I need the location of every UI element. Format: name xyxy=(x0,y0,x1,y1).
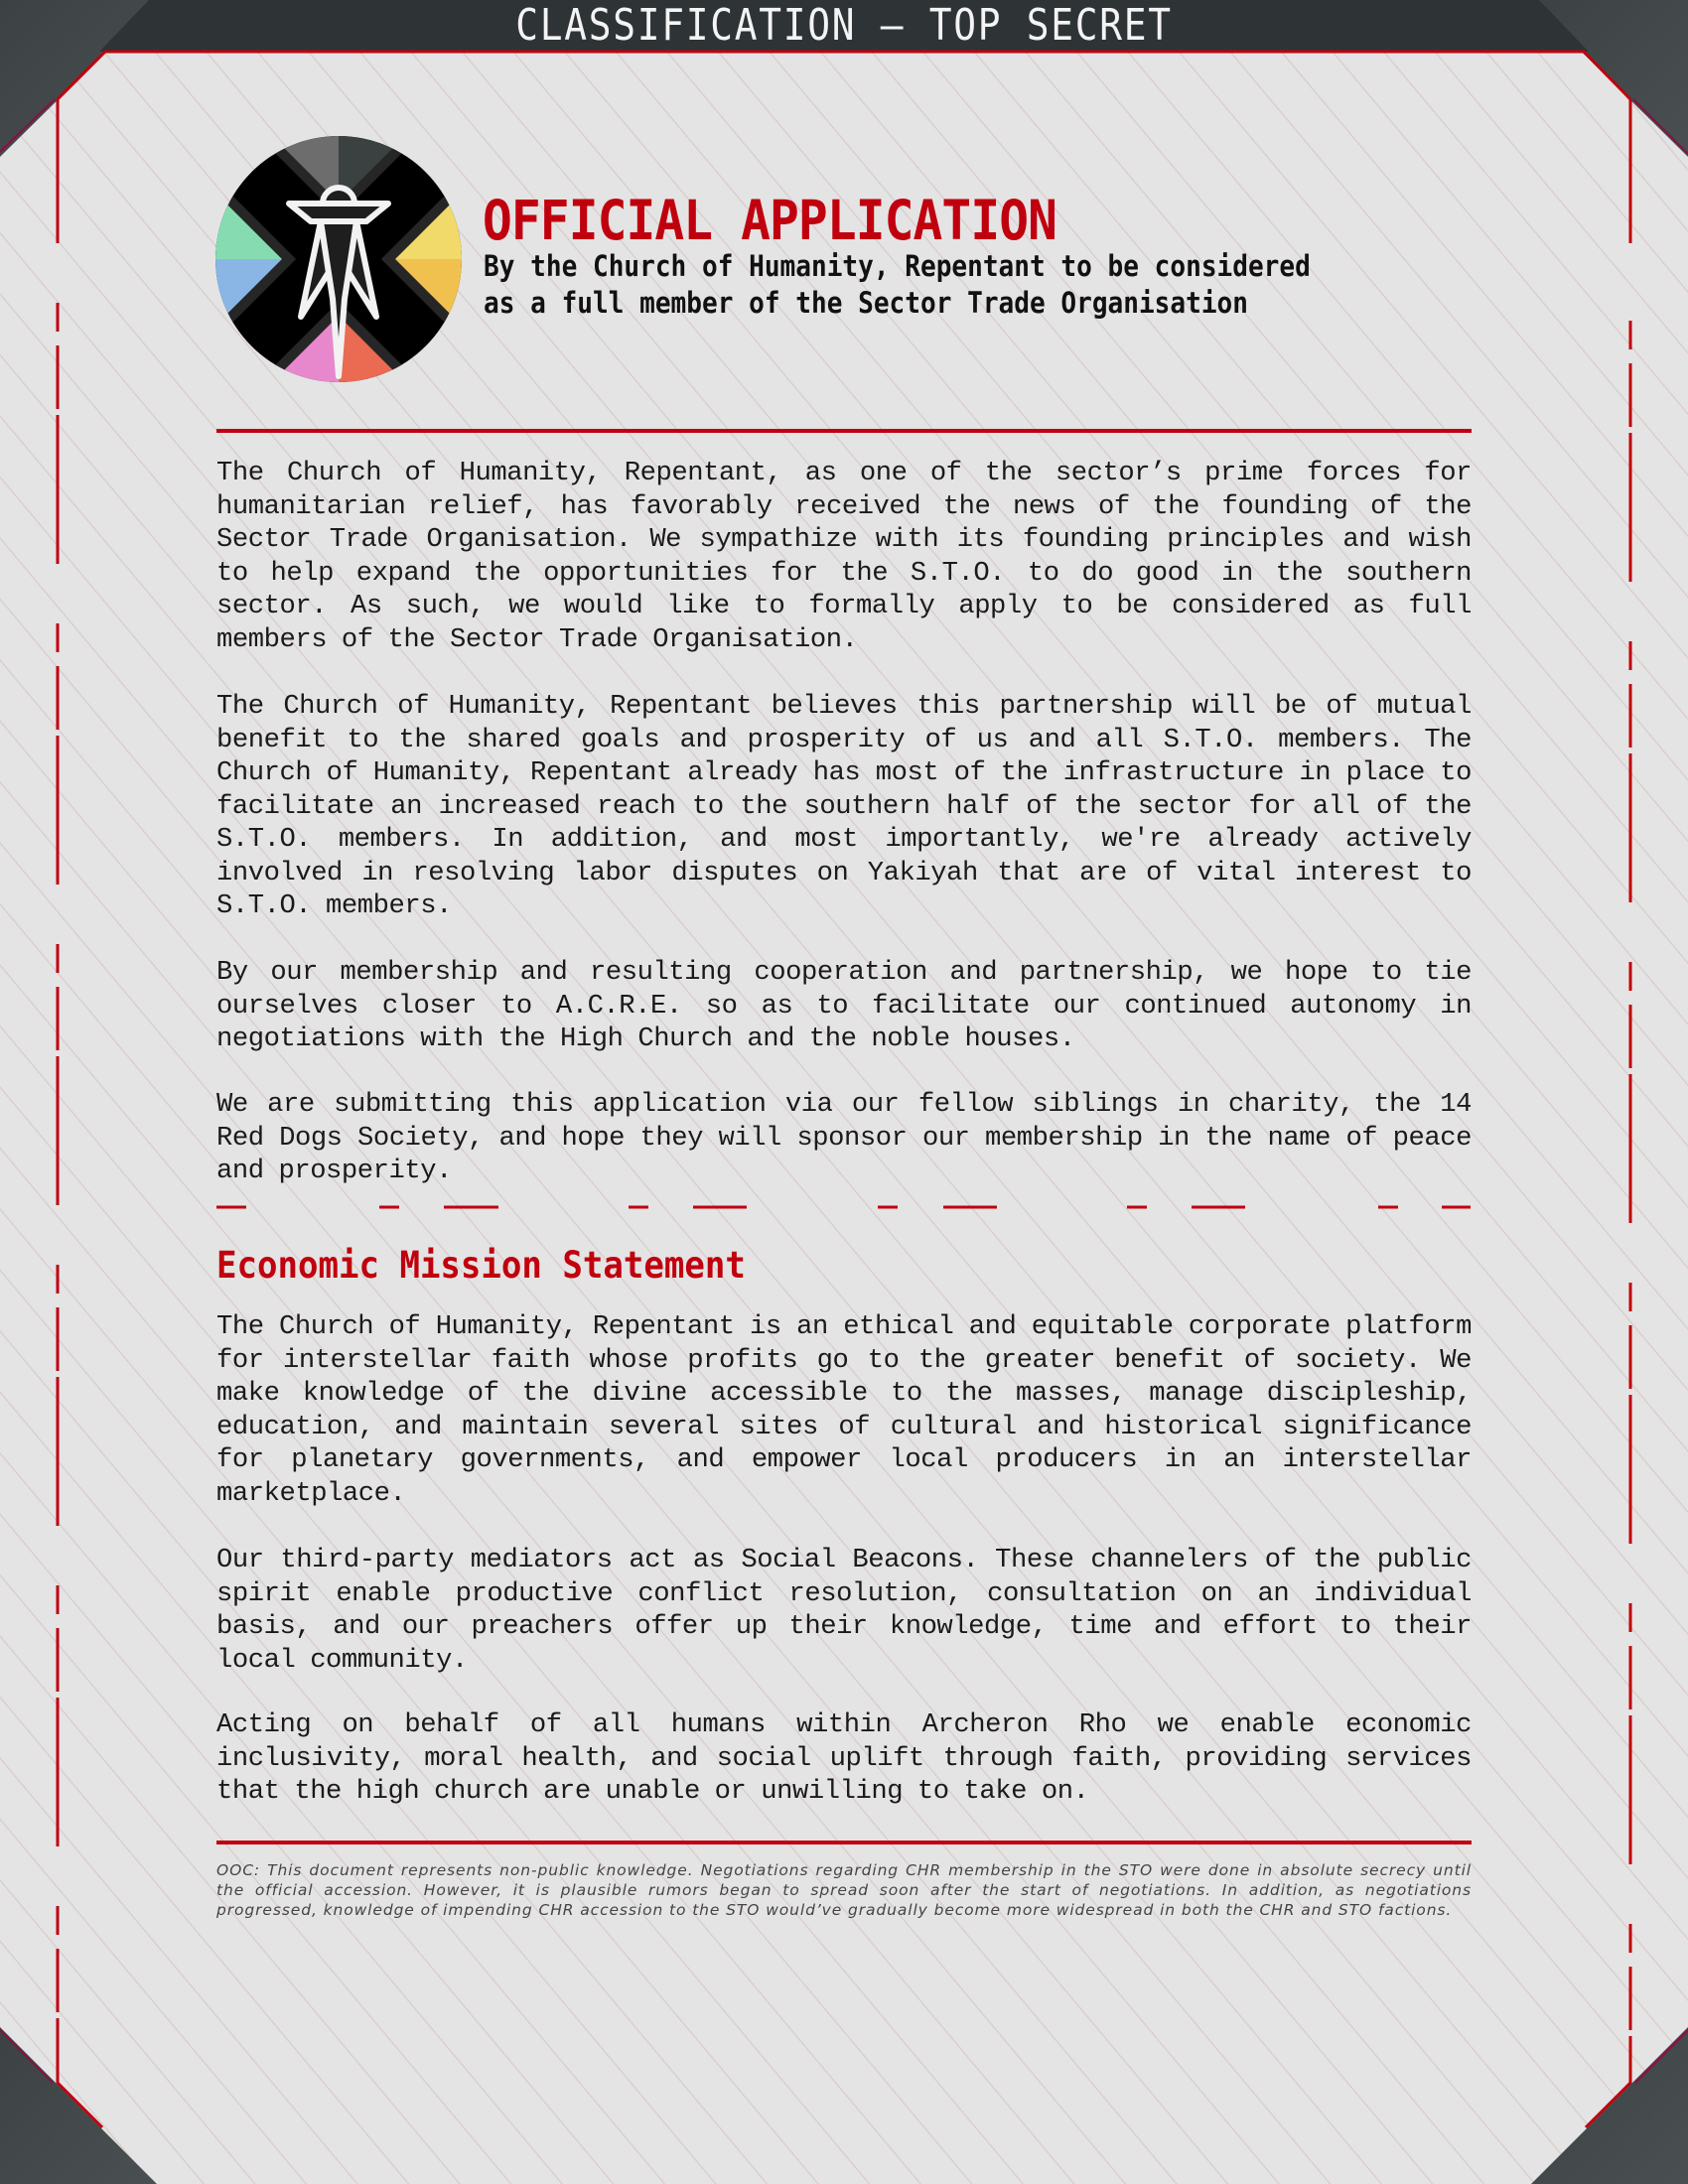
classification-banner: CLASSIFICATION — TOP SECRET xyxy=(515,0,1173,51)
page-title: OFFICIAL APPLICATION xyxy=(483,189,1057,252)
application-paragraph: We are submitting this application via our fellow siblings in charity, the 14 Red Dogs Society, and hope they will sponsor our membership in the name of peace and prosperity. xyxy=(216,1089,1472,1186)
subtitle-line: as a full member of the Sector Trade Organisation xyxy=(484,286,1248,320)
mission-body xyxy=(216,1310,1472,1510)
application-body xyxy=(216,457,1472,656)
mission-paragraph: The Church of Humanity, Repentant is an ethical and equitable corporate platform for interstellar faith whose profits go to the greater benefit of society. We make knowledge of the divine accessible to the masses, manage discipleship, education, and maintain several sites of cultural and historical significance for planetary governments, and empower local producers in an interstellar marketplace. xyxy=(216,1311,1472,1509)
application-body xyxy=(216,956,1472,1056)
page-subtitle xyxy=(484,248,1404,322)
mission-body xyxy=(216,1544,1472,1677)
application-body xyxy=(216,1088,1472,1188)
mission-body xyxy=(216,1708,1472,1809)
ooc-note: OOC: This document represents non-public knowledge. Negotiations regarding CHR membership in the STO were done in absolute secrecy until the official accession. However, it is plausible rumors began to spread soon after the start of negotiations. In addition, as negotiations progressed, knowledge of impending CHR accession to the STO would’ve gradually become more widespread in both the CHR and STO factions. xyxy=(216,1861,1472,1919)
application-paragraph: By our membership and resulting cooperation and partnership, we hope to tie ourselves closer to A.C.R.E. so as to facilitate our continued autonomy in negotiations with the High Church and the noble houses. xyxy=(216,957,1472,1054)
mission-paragraph: Acting on behalf of all humans within Archeron Rho we enable economic inclusivity, moral health, and social uplift through faith, providing services that the high church are unable or unwilling to take on. xyxy=(216,1709,1472,1807)
border-top xyxy=(58,52,1630,99)
footer-divider xyxy=(216,1841,1472,1844)
header-divider xyxy=(216,429,1472,433)
application-body xyxy=(216,690,1472,923)
church-of-humanity-emblem-icon xyxy=(215,136,462,382)
subtitle-line: By the Church of Humanity, Repentant to be considered xyxy=(484,249,1311,283)
mission-heading: Economic Mission Statement xyxy=(216,1244,746,1287)
mission-paragraph: Our third-party mediators act as Social Beacons. These channelers of the public spirit enable productive conflict resolution, consultation on an individual basis, and our preachers offer up their knowledge, time and effort to their local community. xyxy=(216,1545,1472,1676)
application-paragraph: The Church of Humanity, Repentant believes this partnership will be of mutual benefit to the shared goals and prosperity of us and all S.T.O. members. The Church of Humanity, Repentant already has most of the infrastructure in place to facilitate an increased reach to the southern half of the sector for all of the S.T.O. members. In addition, and most importantly, we're already actively involved in resolving labor disputes on Yakiyah that are of vital interest to S.T.O. members. xyxy=(216,691,1472,921)
application-paragraph: The Church of Humanity, Repentant, as one of the sector’s prime forces for humanitarian relief, has favorably received the news of the founding of the Sector Trade Organisation. We sympathize with its founding principles and wish to help expand the opportunities for the S.T.O. to do good in the southern sector. As such, we would like to formally apply to be considered as full members of the Sector Trade Organisation. xyxy=(216,458,1472,655)
